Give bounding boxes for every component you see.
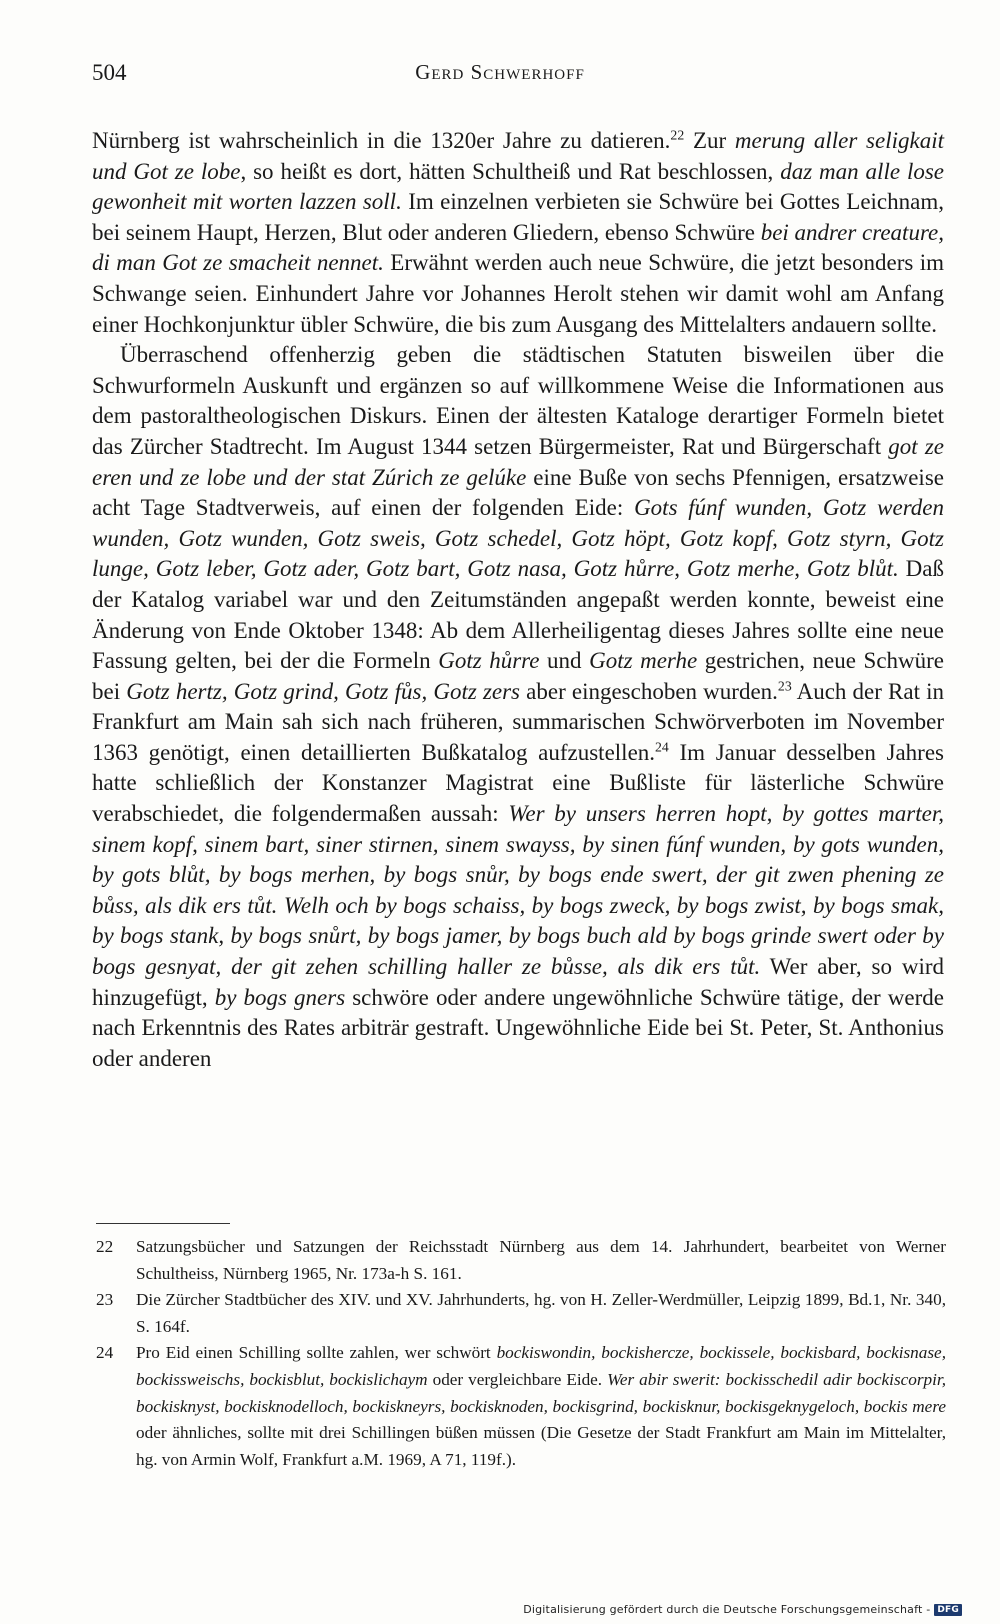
digitization-credit [523, 1603, 962, 1616]
footnote-text: Die Zürcher Stadtbücher des XIV. und XV. Jahrhunderts, hg. von H. Zeller-Werdmüller, Leipzig 1899, Bd.1, Nr. 340, S. 164f. [136, 1290, 946, 1336]
digitization-text: Digitalisierung gefördert durch die Deutsche Forschungsgemeinschaft - [523, 1603, 931, 1616]
footnote-text: Pro Eid einen Schilling sollte zahlen, wer schwört bockiswondin, bockishercze, bockissele, bockisbard, bockisnase, bockissweischs, bockisblut, bockislichaym oder vergleichbare Eide. Wer abir swerit: bockisschedil adir bockiscorpir, bockisknyst, bockisknodelloch, bockiskneyrs, bockisknoden, bockisgrind, bockisknur, bockisgeknygeloch, bockis mere oder ähnliches, sollte mit drei Schillingen büßen müssen (Die Gesetze der Stadt Frankfurt am Main im Mittelalter, hg. von Armin Wolf, Frankfurt a.M. 1969, A 71, 119f.). [136, 1343, 947, 1469]
footnote-24 [96, 1340, 946, 1473]
paragraph-2: Überraschend offenherzig geben die städtischen Statuten bisweilen über die Schwurformeln Auskunft und ergänzen so auf willkommene Weise die Informationen aus dem pastoraltheologischen Diskurs. Einen der ältesten Kataloge derartiger Formeln bietet das Zürcher Stadtrecht. Im August 1344 setzen Bürgermeister, Rat und Bürgerschaft got ze eren und ze lobe und der stat Zúrich ze gelúke eine Buße von sechs Pfennigen, ersatzweise acht Tage Stadtverweis, auf einen der folgenden Eide: Gots fúnf wunden, Gotz werden wunden, Gotz wunden, Gotz sweis, Gotz schedel, Gotz höpt, Gotz kopf, Gotz styrn, Gotz lunge, Gotz leber, Gotz ader, Gotz bart, Gotz nasa, Gotz hůrre, Gotz merhe, Gotz blůt. Daß der Katalog variabel war und den Zeitumständen angepaßt werden konnte, beweist eine Änderung von Ende Oktober 1348: Ab dem Allerheiligentag dieses Jahres sollte eine neue Fassung gelten, bei der die Formeln Gotz hůrre und Gotz merhe gestrichen, neue Schwüre bei Gotz hertz, Gotz grind, Gotz fůs, Gotz zers aber eingeschoben wurden.$^{23}$ Auch der Rat in Frankfurt am Main sah sich nach früheren, summarischen Schwörverboten im November 1363 genötigt, einen detaillierten Bußkatalog aufzustellen.$^{24}$ Im Januar desselben Jahres hatte schließlich der Konstanzer Magistrat eine Bußliste für lästerliche Schwüre verabschiedet, die folgendermaßen aussah: Wer by unsers herren hopt, by gottes marter, sinem kopf, sinem bart, siner stirnen, sinem swayss, by sinen fúnf wunden, by gots wunden, by gots blůt, by bogs merhen, by bogs snůr, by bogs ende swert, der git zwen phening ze bůss, als dik ers tůt. Welh och by bogs schaiss, by bogs zweck, by bogs zwist, by bogs smak, by bogs stank, by bogs snůrt, by bogs jamer, by bogs buch ald by bogs grinde swert oder by bogs gesnyat, der git zehen schilling haller ze bůsse, als dik ers tůt. Wer aber, so wird hinzugefügt, by bogs gners schwöre oder andere ungewöhnliche Schwüre tätige, der werde nach Erkenntnis des Rates arbiträr gestraft. Ungewöhnliche Eide bei St. Peter, St. Anthonius oder anderen [92, 342, 945, 1071]
footnote-number: 24 [96, 1343, 114, 1363]
footnote-separator [96, 1223, 230, 1224]
footnote-text: Satzungsbücher und Satzungen der Reichsstadt Nürnberg aus dem 14. Jahrhundert, bearbeitet von Werner Schultheiss, Nürnberg 1965, Nr. 173a-h S. 161. [136, 1237, 946, 1283]
page-number: 504 [92, 60, 127, 85]
body-text [92, 126, 944, 1074]
paragraph-1: Nürnberg ist wahrscheinlich in die 1320er Jahre zu datieren.$^{22}$ Zur merung aller seligkait und Got ze lobe, so heißt es dort, hätten Schultheiß und Rat beschlossen, daz man alle lose gewonheit mit worten lazzen soll. Im einzelnen verbieten sie Schwüre bei Gottes Leichnam, bei seinem Haupt, Herzen, Blut oder anderen Gliedern, ebenso Schwüre bei andrer creature, di man Got ze smacheit nennet. Erwähnt werden auch neue Schwüre, die jetzt besonders im Schwange seien. Einhundert Jahre vor Johannes Herolt stehen wir damit wohl am Anfang einer Hochkonjunktur übler Schwüre, die bis zum Ausgang des Mittelalters andauern sollte. [92, 127, 945, 337]
footnote-number: 23 [96, 1290, 114, 1310]
footnote-23 [96, 1287, 946, 1340]
running-head: Gerd Schwerhoff [415, 60, 585, 84]
footnotes [96, 1234, 946, 1473]
dfg-logo: DFG [934, 1604, 962, 1616]
footnote-number: 22 [96, 1237, 114, 1256]
footnote-22 [96, 1234, 946, 1287]
